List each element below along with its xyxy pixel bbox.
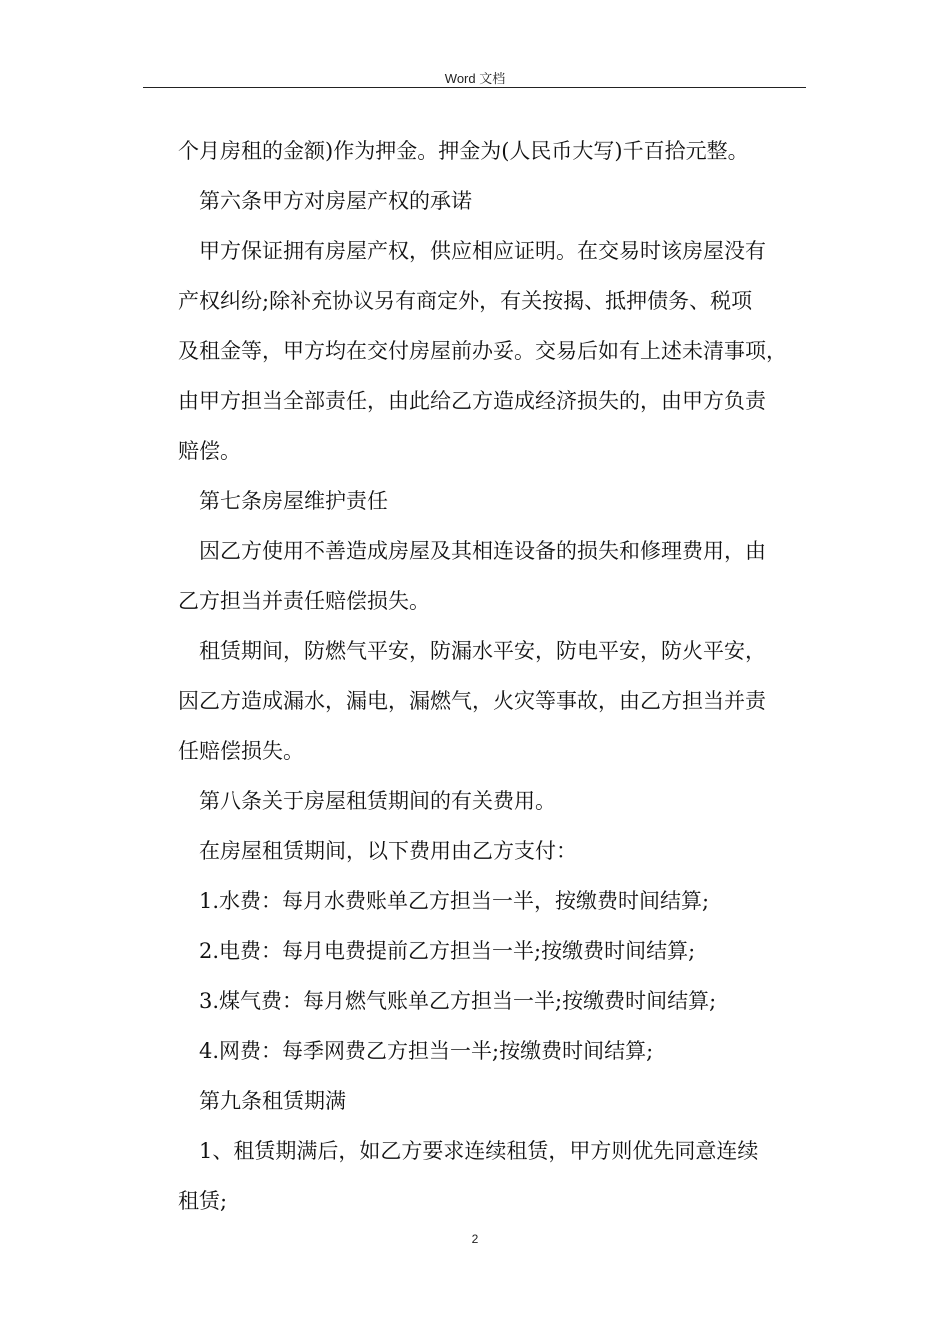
text-line: 任赔偿损失。: [178, 739, 304, 763]
text-line: 第九条租赁期满: [199, 1089, 346, 1113]
text-line: 4.网费：每季网费乙方担当一半;按缴费时间结算;: [199, 1039, 654, 1063]
text-line: 1.水费：每月水费账单乙方担当一半，按缴费时间结算;: [199, 889, 710, 913]
text-line: 个月房租的金额)作为押金。押金为(人民币大写)千百拾元整。: [178, 139, 749, 163]
text-line: 由甲方担当全部责任，由此给乙方造成经济损失的，由甲方负责: [178, 389, 766, 413]
page-number: 2: [471, 1232, 479, 1246]
text-line: 乙方担当并责任赔偿损失。: [178, 589, 430, 613]
page-header-title: Word 文档: [444, 71, 506, 86]
text-line: 甲方保证拥有房屋产权，供应相应证明。在交易时该房屋没有: [199, 239, 766, 263]
text-line: 第六条甲方对房屋产权的承诺: [199, 189, 472, 213]
text-line: 在房屋租赁期间，以下费用由乙方支付：: [199, 839, 577, 863]
text-line: 因乙方造成漏水，漏电，漏燃气，火灾等事故，由乙方担当并责: [178, 689, 766, 713]
text-line: 第八条关于房屋租赁期间的有关费用。: [199, 789, 556, 813]
text-line: 第七条房屋维护责任: [199, 489, 388, 513]
text-line: 产权纠纷;除补充协议另有商定外，有关按揭、抵押债务、税项: [178, 289, 753, 313]
header-divider: [143, 87, 806, 88]
text-line: 租赁;: [178, 1189, 228, 1213]
text-line: 因乙方使用不善造成房屋及其相连设备的损失和修理费用，由: [199, 539, 766, 563]
text-line: 赔偿。: [178, 439, 241, 463]
text-line: 租赁期间，防燃气平安，防漏水平安，防电平安，防火平安，: [199, 639, 766, 663]
document-body: [178, 126, 818, 1226]
text-line: 2.电费：每月电费提前乙方担当一半;按缴费时间结算;: [199, 939, 696, 963]
text-line: 及租金等，甲方均在交付房屋前办妥。交易后如有上述未清事项，: [178, 339, 787, 363]
text-line: 3.煤气费：每月燃气账单乙方担当一半;按缴费时间结算;: [199, 989, 717, 1013]
text-line: 1、租赁期满后，如乙方要求连续租赁，甲方则优先同意连续: [199, 1139, 759, 1163]
